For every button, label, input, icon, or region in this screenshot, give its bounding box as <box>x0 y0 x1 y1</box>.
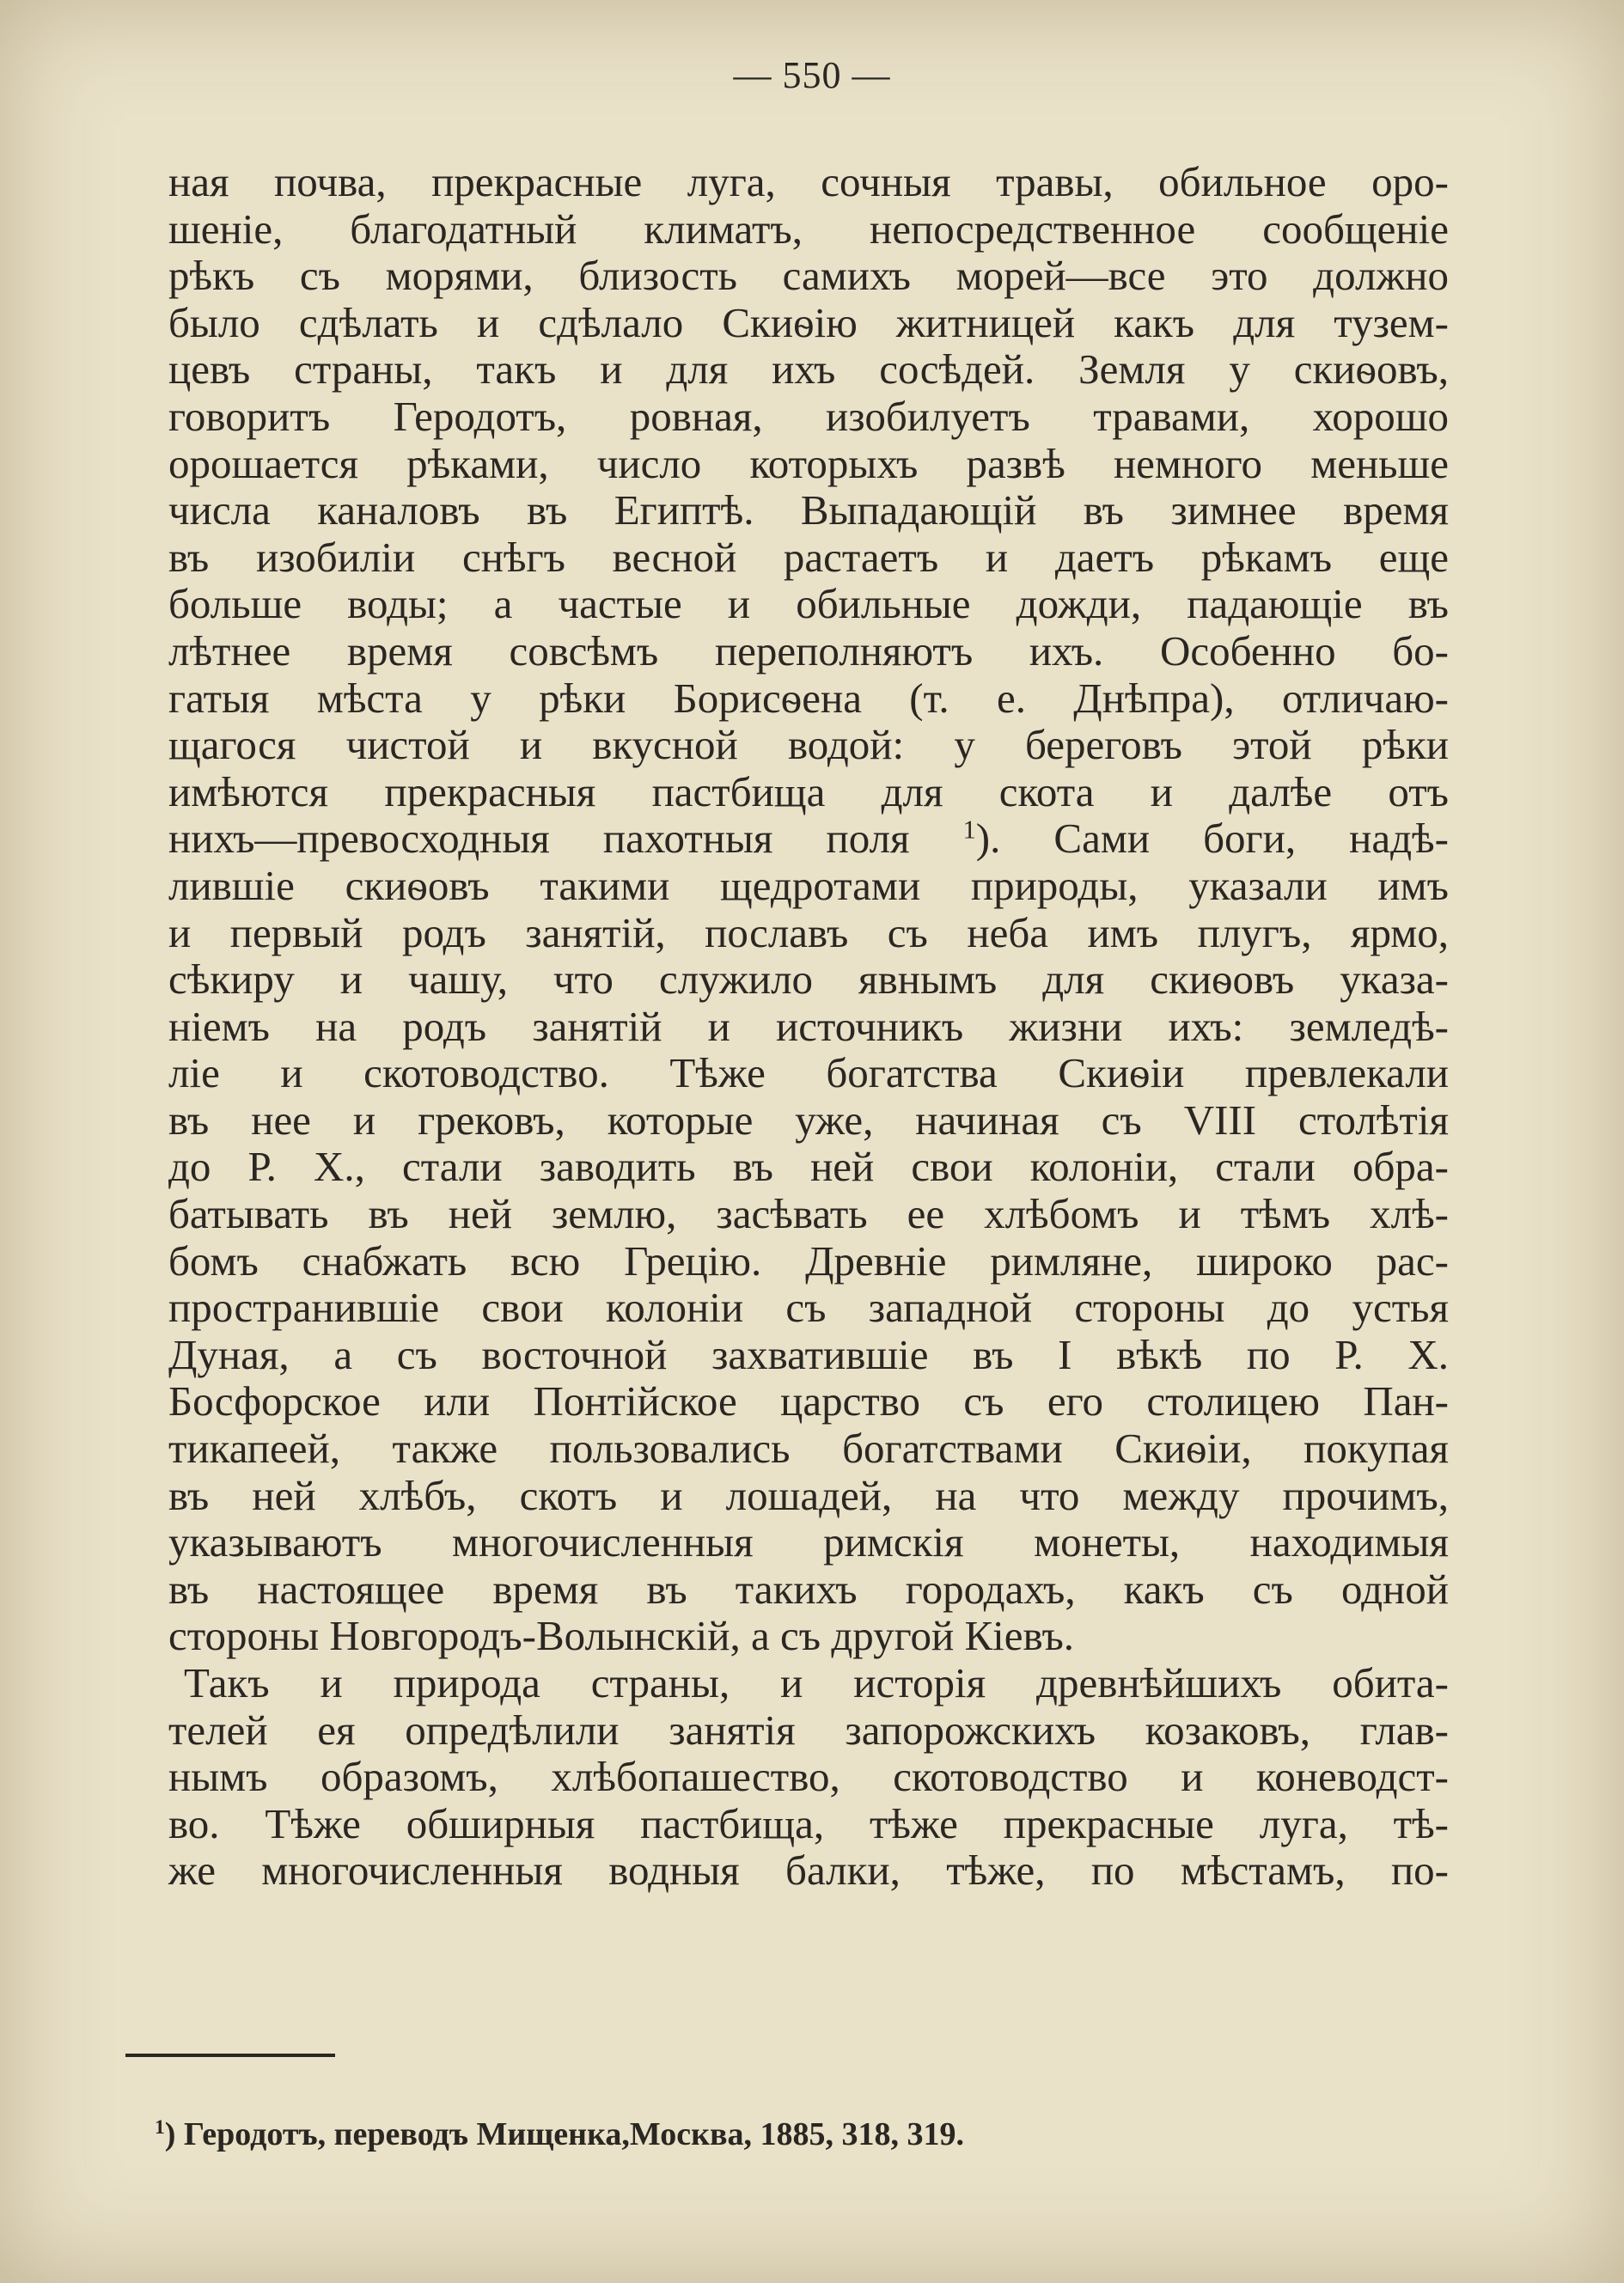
text-line: орошается рѣками, число которыхъ развѣ немного меньше <box>168 439 1449 487</box>
text-line: лившiе скиѳовъ такими щедротами природы, указали имъ <box>168 861 1449 909</box>
text-line: въ настоящее время въ такихъ городахъ, какъ съ одной <box>168 1565 1449 1613</box>
text-line: лiе и скотоводство. Тѣже богатства Скиѳiи превлекали <box>168 1049 1449 1097</box>
text-segment: нихъ—превосходныя пахотныя поля <box>168 815 910 863</box>
text-line: Дуная, а съ восточной захватившiе въ I вѣкѣ по Р. Х. <box>168 1330 1449 1378</box>
body-text <box>168 159 1449 1895</box>
text-line: больше воды; а частые и обильные дожди, падающiе въ <box>168 580 1449 628</box>
text-line: числа каналовъ въ Египтѣ. Выпадающiй въ зимнее время <box>168 486 1449 534</box>
text-line: тикапеей, также пользовались богатствами Скиѳiи, покупая <box>168 1425 1449 1473</box>
text-line: нымъ образомъ, хлѣбопашество, скотоводство и коневодст- <box>168 1753 1449 1801</box>
text-line: Такъ и природа страны, и исторiя древнѣйшихъ обита- <box>184 1659 1449 1706</box>
text-line: нiемъ на родъ занятiй и источникъ жизни ихъ: земледѣ- <box>168 1002 1449 1050</box>
text-line: шенiе, благодатный климатъ, непосредственное сообщенiе <box>168 204 1449 253</box>
text-line: въ нее и грековъ, которые уже, начиная съ VIII столѣтiя <box>168 1096 1449 1144</box>
text-line: Босфорское или Понтiйское царство съ его столицею Пан- <box>168 1377 1449 1425</box>
text-line: телей ея опредѣлили занятiя запорожскихъ козаковъ, глав- <box>168 1706 1449 1754</box>
text-line: пространившiе свои колонiи съ западной стороны до устья <box>168 1284 1449 1332</box>
text-line: во. Тѣже обширныя пастбища, тѣже прекрасные луга, тѣ- <box>168 1799 1449 1847</box>
text-line: цевъ страны, такъ и для ихъ сосѣдей. Земля у скиѳовъ, <box>168 345 1449 394</box>
text-line: до Р. Х., стали заводить въ ней свои колонiи, стали обра- <box>168 1143 1449 1191</box>
text-line: въ ней хлѣбъ, скотъ и лошадей, на что между прочимъ, <box>168 1471 1449 1519</box>
text-line: сѣкиру и чашу, что служило явнымъ для скиѳовъ указа- <box>168 955 1449 1004</box>
text-line: указываютъ многочисленныя римскiя монеты, находимыя <box>168 1518 1449 1566</box>
text-line: бомъ снабжать всю Грецiю. Древнiе римляне, широко рас- <box>168 1236 1449 1285</box>
text-line: гатыя мѣста у рѣки Борисѳена (т. е. Днѣпра), отличаю- <box>168 674 1449 722</box>
text-line: имѣются прекрасныя пастбища для скота и далѣе отъ <box>168 767 1449 815</box>
footnote-marker: 1 <box>155 2116 165 2140</box>
text-line: рѣкъ съ морями, близость самихъ морей—все это должно <box>168 252 1449 300</box>
text-line: было сдѣлать и сдѣлало Скиѳiю житницей какъ для тузем- <box>168 298 1449 346</box>
text-line: ная почва, прекрасные луга, сочныя травы, обильное оро- <box>168 158 1449 205</box>
text-line: щагося чистой и вкусной водой: у береговъ этой рѣки <box>168 721 1449 769</box>
footnote-ref: 1 <box>962 815 976 845</box>
text-segment: ). Сами боги, надѣ- <box>975 815 1449 863</box>
text-line: лѣтнее время совсѣмъ переполняютъ ихъ. Особенно бо- <box>168 626 1449 675</box>
text-line: говоритъ Геродотъ, ровная, изобилуетъ травами, хорошо <box>168 392 1449 440</box>
text-line: въ изобилiи снѣгъ весной растаетъ и даетъ рѣкамъ еще <box>168 533 1449 581</box>
footnote-divider <box>125 2054 335 2057</box>
text-line: и первый родъ занятiй, пославъ съ неба имъ плугъ, ярмо, <box>168 908 1449 956</box>
footnote-text: ) Геродотъ, переводъ Мищенка,Москва, 1885, 318, 319. <box>164 2116 965 2152</box>
text-line-with-footnote-ref <box>168 815 1449 863</box>
text-line: же многочисленныя водныя балки, тѣже, по мѣстамъ, по- <box>168 1847 1449 1895</box>
text-line: стороны Новгородъ-Волынскiй, а съ другой Кiевъ. <box>168 1612 1075 1660</box>
footnote <box>155 2115 964 2153</box>
text-line: батывать въ ней землю, засѣвать ее хлѣбомъ и тѣмъ хлѣ- <box>168 1190 1449 1238</box>
page-number: — 550 — <box>733 54 891 96</box>
